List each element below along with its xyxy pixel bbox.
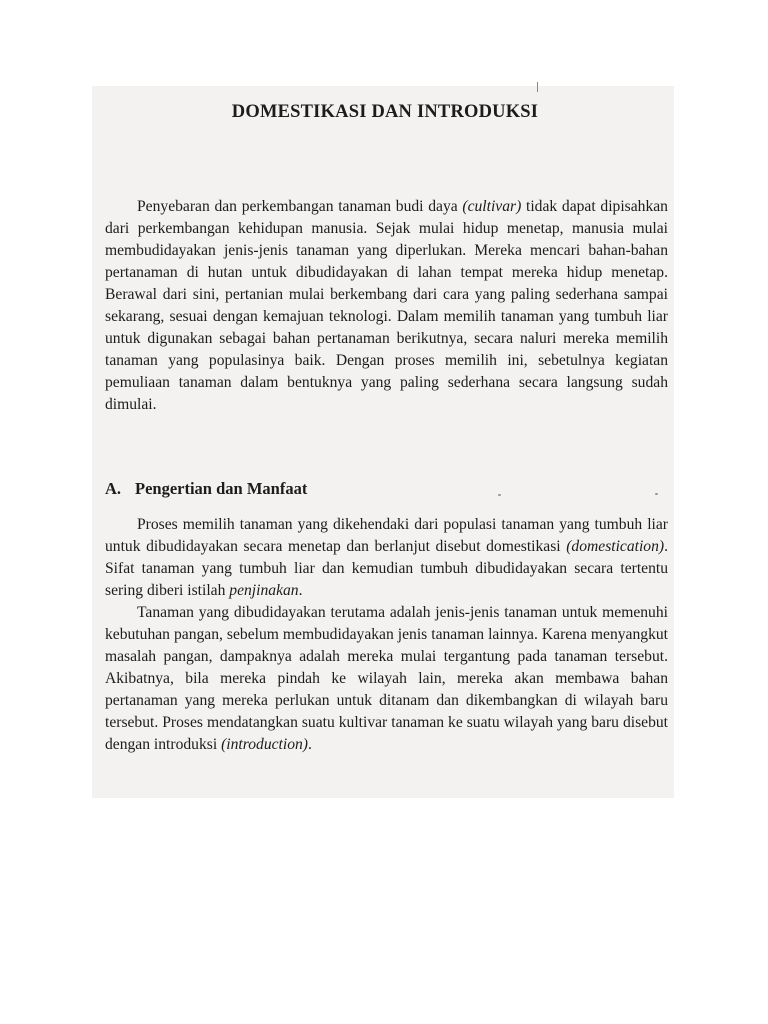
page-title: DOMESTIKASI DAN INTRODUKSI — [231, 102, 539, 122]
scan-mark — [537, 82, 538, 92]
section-letter: A. — [105, 479, 122, 498]
scan-speck — [498, 494, 501, 496]
term-domestication: (domestication) — [566, 538, 665, 555]
scan-speck — [655, 493, 658, 495]
section-title: Pengertian dan Manfaat — [135, 479, 308, 498]
term-cultivar: (cultivar) — [462, 198, 522, 215]
introduction-paragraph: Tanaman yang dibudidayakan terutama adalah jenis-jenis tanaman untuk memenuhi kebutuhan pangan, sebelum membudidayakan jenis tanaman lainnya. Karena menyangkut masalah pangan, dampaknya adalah mereka mulai tergantung pada tanaman tersebut. Akibatnya, bila mereka pindah ke wilayah lain, mereka akan membawa bahan pertanaman yang mereka perlukan untuk ditanam dan dikembangkan di wilayah baru tersebut. Proses mendatangkan suatu kultivar tanaman ke suatu wilayah yang baru disebut dengan introduksi (introduction). — [105, 604, 668, 753]
intro-paragraph: Penyebaran dan perkembangan tanaman budi daya (cultivar) tidak dapat dipisahkan dari perkembangan kehidupan manusia. Sejak mulai hidup menetap, manusia mulai membudidayakan jenis-jenis tanaman yang diperlukan. Mereka mencari bahan-bahan pertanaman di hutan untuk dibudidayakan di lahan tempat mereka hidup menetap. Berawal dari sini, pertanian mulai berkembang dari cara yang paling sederhana sampai sekarang, sesuai dengan kemajuan teknologi. Dalam memilih tanaman yang tumbuh liar untuk digunakan sebagai bahan pertanaman berikutnya, secara naluri mereka memilih tanaman yang populasinya baik. Dengan proses memilih ini, sebetulnya kegiatan pemuliaan tanaman dalam bentuknya yang paling sederhana secara langsung sudah dimulai. — [105, 198, 668, 413]
section-heading — [105, 479, 307, 499]
domestication-paragraph: Proses memilih tanaman yang dikehendaki dari populasi tanaman yang tumbuh liar untuk dibudidayakan secara menetap dan berlanjut disebut domestikasi (domestication). Sifat tanaman yang tumbuh liar dan kemudian tumbuh dibudidayakan secara tertentu sering diberi istilah penjinakan. — [105, 516, 668, 599]
term-introduction: (introduction) — [221, 736, 308, 753]
term-penjinakan: penjinakan — [229, 582, 299, 599]
